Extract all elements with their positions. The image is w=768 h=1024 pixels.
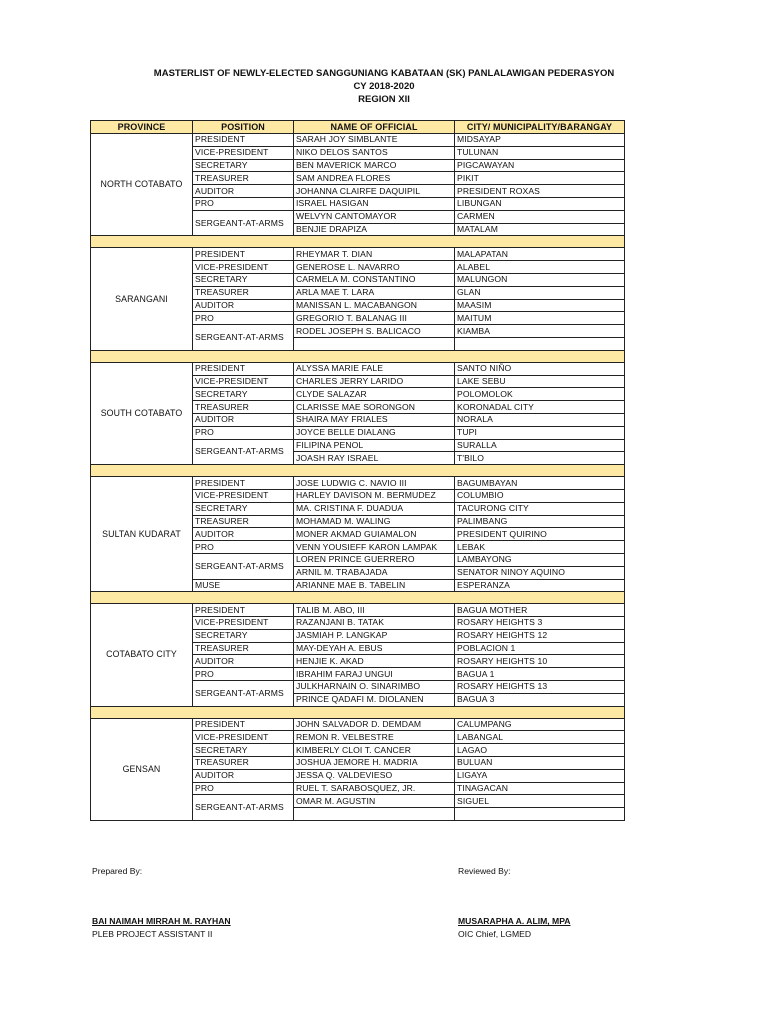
position-cell: PRO: [193, 668, 294, 681]
document-region: REGION XII: [358, 94, 410, 105]
province-cell: COTABATO CITY: [91, 604, 193, 706]
city-cell: PIKIT: [455, 172, 625, 185]
city-cell: LIGAYA: [455, 769, 625, 782]
city-cell: CARMEN: [455, 210, 625, 223]
official-name-cell: MAY-DEYAH A. EBUS: [294, 642, 455, 655]
table-row: [91, 134, 625, 147]
position-cell: MUSE: [193, 579, 294, 592]
province-cell: SOUTH COTABATO: [91, 362, 193, 464]
city-cell: LAMBAYONG: [455, 553, 625, 566]
position-cell: SERGEANT-AT-ARMS: [193, 210, 294, 236]
reviewed-by-label: Reviewed By:: [458, 866, 511, 876]
city-cell: BULUAN: [455, 757, 625, 770]
official-name-cell: JOHN SALVADOR D. DEMDAM: [294, 718, 455, 731]
position-cell: TREASURER: [193, 757, 294, 770]
position-cell: TREASURER: [193, 642, 294, 655]
official-name-cell: CLARISSE MAE SORONGON: [294, 401, 455, 414]
city-cell: MAASIM: [455, 299, 625, 312]
official-name-cell: JESSA Q. VALDEVIESO: [294, 769, 455, 782]
official-name-cell: JASMIAH P. LANGKAP: [294, 629, 455, 642]
official-name-cell: HARLEY DAVISON M. BERMUDEZ: [294, 489, 455, 502]
position-cell: SECRETARY: [193, 502, 294, 515]
separator-cell: [91, 350, 625, 362]
position-cell: TREASURER: [193, 172, 294, 185]
reviewer-title: OIC Chief, LGMED: [458, 929, 532, 939]
official-name-cell: ARIANNE MAE B. TABELIN: [294, 579, 455, 592]
position-cell: PRESIDENT: [193, 134, 294, 147]
official-name-cell: MANISSAN L. MACABANGON: [294, 299, 455, 312]
position-cell: PRESIDENT: [193, 248, 294, 261]
group-separator-row: [91, 350, 625, 362]
separator-cell: [91, 592, 625, 604]
city-cell: TUPI: [455, 426, 625, 439]
official-name-cell: ISRAEL HASIGAN: [294, 197, 455, 210]
position-cell: SERGEANT-AT-ARMS: [193, 553, 294, 579]
city-cell: POBLACION 1: [455, 642, 625, 655]
city-cell: BAGUA MOTHER: [455, 604, 625, 617]
position-cell: PRO: [193, 197, 294, 210]
official-name-cell: GREGORIO T. BALANAG III: [294, 312, 455, 325]
column-header-position: POSITION: [193, 121, 294, 134]
official-name-cell: HENJIE K. AKAD: [294, 655, 455, 668]
city-cell: MALAPATAN: [455, 248, 625, 261]
official-name-cell: MONER AKMAD GUIAMALON: [294, 528, 455, 541]
official-name-cell: JOHANNA CLAIRFE DAQUIPIL: [294, 185, 455, 198]
city-cell: LAKE SEBU: [455, 375, 625, 388]
position-cell: AUDITOR: [193, 413, 294, 426]
official-name-cell: RUEL T. SARABOSQUEZ, JR.: [294, 782, 455, 795]
official-name-cell: SHAIRA MAY FRIALES: [294, 413, 455, 426]
city-cell: KIAMBA: [455, 325, 625, 338]
document-term: CY 2018-2020: [353, 81, 415, 92]
group-separator-row: [91, 236, 625, 248]
city-cell: LAGAO: [455, 744, 625, 757]
province-cell: SULTAN KUDARAT: [91, 477, 193, 592]
position-cell: PRO: [193, 426, 294, 439]
official-name-cell: [294, 337, 455, 350]
position-cell: SERGEANT-AT-ARMS: [193, 795, 294, 821]
city-cell: COLUMBIO: [455, 489, 625, 502]
city-cell: TACURONG CITY: [455, 502, 625, 515]
official-name-cell: [294, 808, 455, 821]
official-name-cell: BENJIE DRAPIZA: [294, 223, 455, 236]
official-name-cell: FILIPINA PENOL: [294, 439, 455, 452]
province-cell: NORTH COTABATO: [91, 134, 193, 236]
city-cell: MATALAM: [455, 223, 625, 236]
city-cell: MALUNGON: [455, 273, 625, 286]
position-cell: SECRETARY: [193, 388, 294, 401]
official-name-cell: IBRAHIM FARAJ UNGUI: [294, 668, 455, 681]
city-cell: LEBAK: [455, 541, 625, 554]
separator-cell: [91, 236, 625, 248]
city-cell: BAGUA 3: [455, 693, 625, 706]
official-name-cell: RODEL JOSEPH S. BALICACO: [294, 325, 455, 338]
position-cell: SECRETARY: [193, 744, 294, 757]
group-separator-row: [91, 706, 625, 718]
separator-cell: [91, 706, 625, 718]
city-cell: ROSARY HEIGHTS 3: [455, 617, 625, 630]
official-name-cell: TALIB M. ABO, III: [294, 604, 455, 617]
reviewer-name: MUSARAPHA A. ALIM, MPA: [458, 916, 571, 926]
column-header-name: NAME OF OFFICIAL: [294, 121, 455, 134]
official-name-cell: LOREN PRINCE GUERRERO: [294, 553, 455, 566]
city-cell: ESPERANZA: [455, 579, 625, 592]
position-cell: TREASURER: [193, 286, 294, 299]
position-cell: SECRETARY: [193, 273, 294, 286]
city-cell: CALUMPANG: [455, 718, 625, 731]
official-name-cell: OMAR M. AGUSTIN: [294, 795, 455, 808]
city-cell: ROSARY HEIGHTS 13: [455, 681, 625, 694]
official-name-cell: ARLA MAE T. LARA: [294, 286, 455, 299]
position-cell: SERGEANT-AT-ARMS: [193, 325, 294, 351]
official-name-cell: ARNIL M. TRABAJADA: [294, 566, 455, 579]
position-cell: PRO: [193, 541, 294, 554]
position-cell: AUDITOR: [193, 655, 294, 668]
official-name-cell: MOHAMAD M. WALING: [294, 515, 455, 528]
position-cell: TREASURER: [193, 401, 294, 414]
official-name-cell: CARMELA M. CONSTANTINO: [294, 273, 455, 286]
city-cell: T'BILO: [455, 452, 625, 465]
position-cell: VICE-PRESIDENT: [193, 261, 294, 274]
city-cell: PRESIDENT ROXAS: [455, 185, 625, 198]
position-cell: VICE-PRESIDENT: [193, 617, 294, 630]
official-name-cell: SAM ANDREA FLORES: [294, 172, 455, 185]
position-cell: AUDITOR: [193, 185, 294, 198]
column-header-city: CITY/ MUNICIPALITY/BARANGAY: [455, 121, 625, 134]
city-cell: BAGUMBAYAN: [455, 477, 625, 490]
city-cell: SURALLA: [455, 439, 625, 452]
city-cell: POLOMOLOK: [455, 388, 625, 401]
city-cell: ROSARY HEIGHTS 12: [455, 629, 625, 642]
city-cell: SANTO NIÑO: [455, 362, 625, 375]
column-header-province: PROVINCE: [91, 121, 193, 134]
official-name-cell: JOSHUA JEMORE H. MADRIA: [294, 757, 455, 770]
province-cell: SARANGANI: [91, 248, 193, 350]
table-header-row: [91, 121, 625, 134]
position-cell: PRO: [193, 782, 294, 795]
official-name-cell: JOYCE BELLE DIALANG: [294, 426, 455, 439]
city-cell: LIBUNGAN: [455, 197, 625, 210]
separator-cell: [91, 465, 625, 477]
position-cell: TREASURER: [193, 515, 294, 528]
officials-table: [90, 120, 625, 821]
position-cell: VICE-PRESIDENT: [193, 375, 294, 388]
official-name-cell: JOASH RAY ISRAEL: [294, 452, 455, 465]
official-name-cell: JULKHARNAIN O. SINARIMBO: [294, 681, 455, 694]
position-cell: VICE-PRESIDENT: [193, 731, 294, 744]
official-name-cell: REMON R. VELBESTRE: [294, 731, 455, 744]
city-cell: ROSARY HEIGHTS 10: [455, 655, 625, 668]
city-cell: LABANGAL: [455, 731, 625, 744]
table-row: [91, 362, 625, 375]
official-name-cell: KIMBERLY CLOI T. CANCER: [294, 744, 455, 757]
official-name-cell: RAZANJANI B. TATAK: [294, 617, 455, 630]
city-cell: PIGCAWAYAN: [455, 159, 625, 172]
position-cell: SERGEANT-AT-ARMS: [193, 681, 294, 707]
city-cell: GLAN: [455, 286, 625, 299]
prepared-by-label: Prepared By:: [92, 866, 143, 876]
group-separator-row: [91, 592, 625, 604]
official-name-cell: JOSE LUDWIG C. NAVIO III: [294, 477, 455, 490]
official-name-cell: RHEYMAR T. DIAN: [294, 248, 455, 261]
city-cell: NORALA: [455, 413, 625, 426]
position-cell: AUDITOR: [193, 769, 294, 782]
official-name-cell: GENEROSE L. NAVARRO: [294, 261, 455, 274]
document-title: MASTERLIST OF NEWLY-ELECTED SANGGUNIANG KABATAAN (SK) PANLALAWIGAN PEDERASYON: [153, 68, 615, 79]
table-body: [91, 134, 625, 821]
table-row: [91, 477, 625, 490]
official-name-cell: VENN YOUSIEFF KARON LAMPAK: [294, 541, 455, 554]
position-cell: PRESIDENT: [193, 477, 294, 490]
position-cell: PRESIDENT: [193, 718, 294, 731]
official-name-cell: CLYDE SALAZAR: [294, 388, 455, 401]
city-cell: KORONADAL CITY: [455, 401, 625, 414]
official-name-cell: ALYSSA MARIE FALE: [294, 362, 455, 375]
position-cell: AUDITOR: [193, 528, 294, 541]
city-cell: MAITUM: [455, 312, 625, 325]
position-cell: PRESIDENT: [193, 604, 294, 617]
group-separator-row: [91, 465, 625, 477]
city-cell: [455, 808, 625, 821]
table-row: [91, 248, 625, 261]
city-cell: PRESIDENT QUIRINO: [455, 528, 625, 541]
city-cell: [455, 337, 625, 350]
province-cell: GENSAN: [91, 718, 193, 820]
city-cell: TULUNAN: [455, 146, 625, 159]
table-row: [91, 718, 625, 731]
position-cell: VICE-PRESIDENT: [193, 489, 294, 502]
preparer-name: BAI NAIMAH MIRRAH M. RAYHAN: [92, 916, 231, 926]
official-name-cell: PRINCE QADAFI M. DIOLANEN: [294, 693, 455, 706]
official-name-cell: NIKO DELOS SANTOS: [294, 146, 455, 159]
position-cell: PRO: [193, 312, 294, 325]
preparer-title: PLEB PROJECT ASSISTANT II: [92, 929, 213, 939]
position-cell: PRESIDENT: [193, 362, 294, 375]
official-name-cell: CHARLES JERRY LARIDO: [294, 375, 455, 388]
city-cell: SIGUEL: [455, 795, 625, 808]
city-cell: ALABEL: [455, 261, 625, 274]
official-name-cell: WELVYN CANTOMAYOR: [294, 210, 455, 223]
position-cell: SECRETARY: [193, 629, 294, 642]
city-cell: PALIMBANG: [455, 515, 625, 528]
official-name-cell: BEN MAVERICK MARCO: [294, 159, 455, 172]
official-name-cell: MA. CRISTINA F. DUADUA: [294, 502, 455, 515]
city-cell: SENATOR NINOY AQUINO: [455, 566, 625, 579]
position-cell: SECRETARY: [193, 159, 294, 172]
position-cell: AUDITOR: [193, 299, 294, 312]
table-row: [91, 604, 625, 617]
position-cell: SERGEANT-AT-ARMS: [193, 439, 294, 465]
city-cell: TINAGACAN: [455, 782, 625, 795]
city-cell: BAGUA 1: [455, 668, 625, 681]
city-cell: MIDSAYAP: [455, 134, 625, 147]
position-cell: VICE-PRESIDENT: [193, 146, 294, 159]
official-name-cell: SARAH JOY SIMBLANTE: [294, 134, 455, 147]
